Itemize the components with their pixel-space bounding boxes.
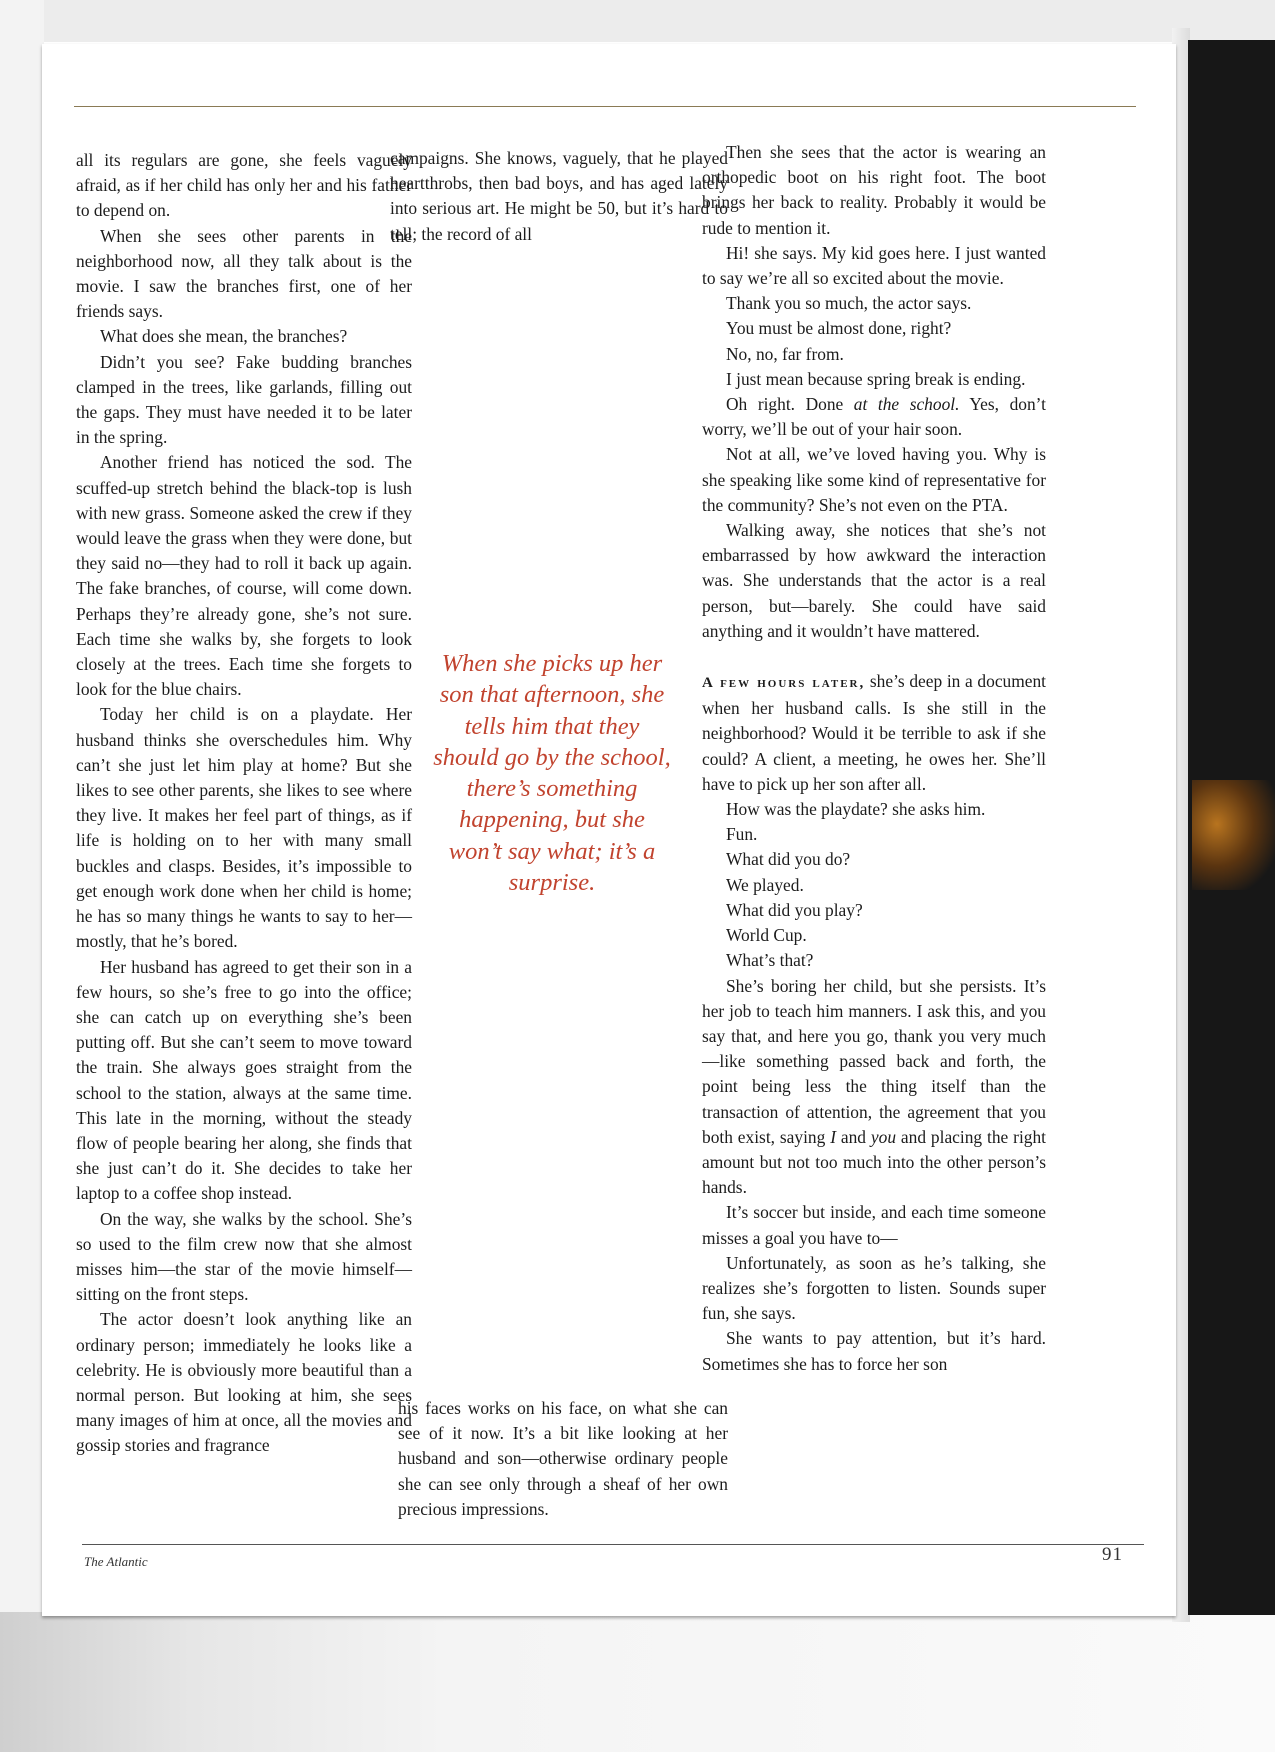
emphasis: I	[830, 1126, 836, 1147]
section-lead: A few hours later,	[702, 675, 866, 692]
paragraph: Didn’t you see? Fake budding branches clamped in the trees, like garlands, filling out the gaps. They must have needed it to be later in the spring.	[76, 351, 412, 448]
dialogue-line: How was the playdate? she asks him.	[726, 799, 986, 820]
text-run: she’s deep in a document when her husband calls. Is she still in the neighborhood? Would it be terrible to ask if she could? A client, a meeting, he owes her. She’ll have to pick up her son after all.	[702, 671, 1047, 794]
text-run: Oh right. Done	[726, 394, 854, 415]
paragraph: Not at all, we’ve loved having you. Why is she speaking like some kind of representative for the community? She’s not even on the PTA.	[702, 444, 1046, 515]
paragraph: Hi! she says. My kid goes here. I just wanted to say we’re all so excited about the movie.	[702, 242, 1046, 289]
paragraph: Walking away, she notices that she’s not embarrassed by how awkward the interaction was. She understands that the actor is a real person, but—barely. She could have said anything and it wouldn’t have mattered.	[702, 520, 1046, 641]
paragraph: I just mean because spring break is ending.	[726, 368, 1026, 389]
scan-light-spot	[1192, 780, 1275, 890]
paragraph: all its regulars are gone, she feels vaguely afraid, as if her child has only her and his father to depend on.	[76, 150, 412, 221]
scan-background-bottom	[0, 1612, 1275, 1752]
paragraph: The actor doesn’t look anything like an ordinary person; immediately he looks like a celebrity. He is obviously more beautiful than a normal person. But looking at him, she sees many images of him at once, all the movies and gossip stories and fragrance	[76, 1309, 412, 1456]
paragraph	[702, 974, 1046, 1201]
scan-background-left	[0, 0, 44, 1752]
paragraph: When she sees other parents in the neighborhood now, all they talk about is the movie. I saw the branches first, one of her friends says.	[76, 225, 412, 322]
paragraph: Unfortunately, as soon as he’s talking, she realizes she’s forgotten to listen. Sounds super fun, she says.	[702, 1252, 1046, 1324]
column-3	[702, 140, 1046, 1377]
emphasis: you	[870, 1126, 897, 1147]
column-1	[76, 148, 412, 1459]
column-2-bottom	[398, 1396, 728, 1522]
paragraph	[702, 392, 1046, 442]
paragraph: his faces works on his face, on what she can see of it now. It’s a bit like looking at her husband and son—otherwise ordinary people she can see only through a sheaf of her own precious impressions.	[398, 1398, 728, 1519]
text-run: and placing the right amount but not too much into the other person’s hands.	[702, 1126, 1046, 1198]
paragraph: Today her child is on a playdate. Her husband thinks she overschedules him. Why can’t she just let him play at home? But she likes to see other parents, she likes to see where they live. It makes her feel part of things, as if life is holding on to her with many small buckles and clasps. Besides, it’s impossible to get enough work done when her child is home; he has so many things he wants to say to her—mostly, that he’s bored.	[76, 704, 412, 952]
dialogue-line: We played.	[726, 874, 804, 895]
paragraph: On the way, she walks by the school. She’s so used to the film crew now that she almost misses him—the star of the movie himself—sitting on the front steps.	[76, 1208, 412, 1305]
dialogue-line: What did you play?	[726, 899, 863, 920]
paragraph: She wants to pay attention, but it’s hard. Sometimes she has to force her son	[702, 1328, 1046, 1374]
dialogue-line: World Cup.	[726, 925, 807, 946]
column-2-top	[390, 146, 728, 247]
paragraph: It’s soccer but inside, and each time someone misses a goal you have to—	[702, 1202, 1046, 1248]
paragraph: Another friend has noticed the sod. The scuffed-up stretch behind the black-top is lush with new grass. Someone asked the crew if they would leave the grass when they were done, but they said no—they had to roll it back up again. The fake branches, of course, will come down. Perhaps they’re already gone, she’s not sure. Each time she walks by, she forgets to look closely at the trees. Each time she forgets to look for the blue chairs.	[76, 452, 412, 700]
magazine-name: The Atlantic	[84, 1554, 148, 1569]
text-run: Yes, don’t worry, we’ll be out of your hair soon.	[702, 394, 1046, 440]
text-run: and	[836, 1126, 871, 1147]
paragraph: Her husband has agreed to get their son in a few hours, so she’s free to go into the office; she can catch up on everything she’s been putting off. But she can’t seem to move toward the train. She always goes straight from the school to the station, always at the same time. This late in the morning, without the steady flow of people bearing her along, she finds that she just can’t do it. She decides to take her laptop to a coffee shop instead.	[76, 956, 412, 1204]
paragraph: Thank you so much, the actor says.	[726, 293, 972, 314]
page-number: 91	[1102, 1544, 1123, 1565]
pull-quote: When she picks up her son that afternoon, she tells him that they should go by the school, there’s something happening, but she won’t say what; it’s a surprise.	[433, 650, 671, 897]
section-paragraph	[702, 669, 1046, 797]
paragraph: You must be almost done, right?	[726, 318, 952, 339]
dialogue-line: What’s that?	[726, 950, 814, 971]
paragraph: campaigns. She knows, vaguely, that he played heartthrobs, then bad boys, and has aged lately into serious art. He might be 50, but it’s hard to tell; the record of all	[390, 148, 728, 244]
dialogue-line: What did you do?	[726, 849, 851, 870]
emphasis: at the school.	[853, 394, 960, 415]
dialogue-line: Fun.	[726, 824, 758, 845]
paragraph: Then she sees that the actor is wearing an orthopedic boot on his right foot. The boot brings her back to reality. Probably it would be rude to mention it.	[702, 142, 1046, 238]
bottom-rule	[82, 1544, 1144, 1545]
paragraph: No, no, far from.	[726, 343, 844, 364]
top-rule	[74, 106, 1136, 107]
paragraph: What does she mean, the branches?	[100, 326, 348, 347]
scan-background-top	[0, 0, 1275, 42]
text-run: She’s boring her child, but she persists. It’s her job to teach him manners. I ask this, and you say that, and here you go, thank you very much—like something passed back and forth, the point being less the thing itself than the transaction of attention, the agreement that you both exist, saying	[702, 975, 1046, 1147]
magazine-page	[42, 44, 1176, 1616]
